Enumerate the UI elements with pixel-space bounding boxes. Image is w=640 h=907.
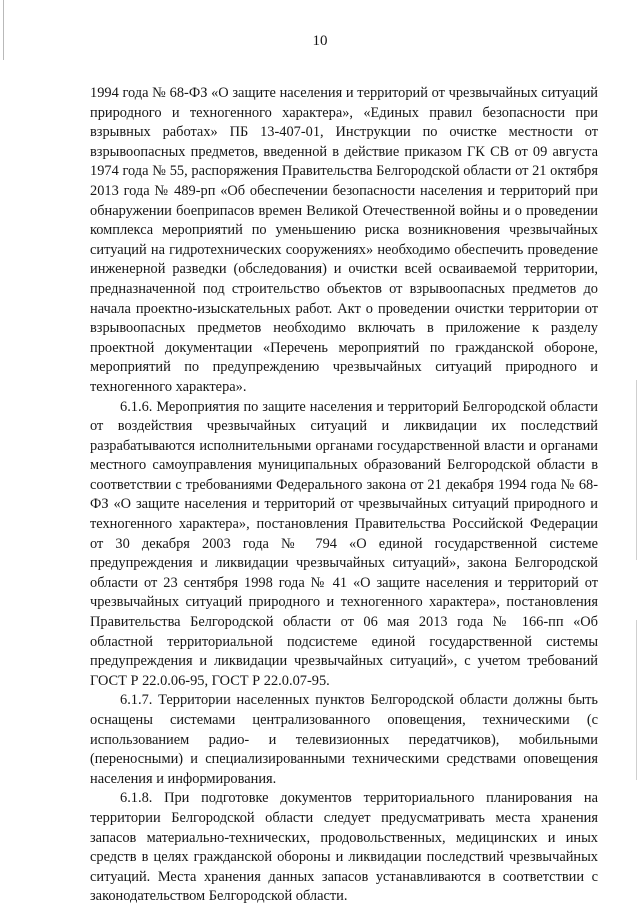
paragraph-6-1-6: 6.1.6. Мероприятия по защите населения и территорий Белгородской области от воздействия чрезвычайных ситуаций и ликвидации их последствий разрабатываются исполнительными органами государственной власти и органами местного самоуправления муниципальных образований Белгородской области в соответствии с требованиями Федерального закона от 21 декабря 1994 года № 68-ФЗ «О защите населения и территорий от чрезвычайных ситуаций природного и техногенного характера», постановления Правительства Российской Федерации от 30 декабря 2003 года № 794 «О единой государственной системе предупреждения и ликвидации чрезвычайных ситуаций», закона Белгородской области от 23 сентября 1998 года № 41 «О защите населения и территорий от чрезвычайных ситуаций природного и техногенного характера», постановления Правительства Белгородской области от 06 мая 2013 года № 166-пп «Об областной территориальной подсистеме единой государственной системы предупреждения и ликвидации чрезвычайных ситуаций», с учетом требований ГОСТ Р 22.0.06-95, ГОСТ Р 22.0.07-95. [90, 398, 598, 689]
paragraph-continuation: 1994 года № 68-ФЗ «О защите населения и территорий от чрезвычайных ситуаций природного и техногенного характера», «Единых правил безопасности при взрывных работах» ПБ 13-407-01, Инструкции по очистке местности от взрывоопасных предметов, введенной в действие приказом ГК СВ от 09 августа 1974 года № 55, распоряжения Правительства Белгородской области от 21 октября 2013 года № 489-рп «Об обеспечении безопасности населения и территорий при обнаружении боеприпасов времен Великой Отечественной войны и о проведении комплекса мероприятий по уменьшению риска возникновения чрезвычайных ситуаций на гидротехнических сооружениях» необходимо обеспечить проведение инженерной разведки (обследования) и очистки всей осваиваемой территории, предназначенной под строительство объектов от взрывоопасных предметов до начала проектно-изыскательных работ. Акт о проведении очистки территории от взрывоопасных предметов необходимо включать в приложение к разделу проектной документации «Перечень мероприятий по гражданской обороне, мероприятий по предупреждению чрезвычайных ситуаций природного и техногенного характера». [90, 85, 598, 395]
document-body [90, 84, 598, 907]
paragraph-6-1-8: 6.1.8. При подготовке документов территориального планирования на территории Белгородской области следует предусматривать места хранения запасов материально-технических, продовольственных, медицинских и иных средств в целях гражданской обороны и ликвидации последствий чрезвычайных ситуаций. Места хранения данных запасов устанавливаются в соответствии с законодательством Белгородской области. [90, 790, 598, 905]
paragraph-6-1-7: 6.1.7. Территории населенных пунктов Белгородской области должны быть оснащены системами централизованного оповещения, техническими (с использованием радио- и телевизионных передатчиков), мобильными (переносными) и специализированными техническими средствами оповещения населения и информирования. [90, 692, 598, 787]
page-number: 10 [312, 33, 328, 49]
scan-edge-right-lower [636, 620, 637, 780]
scan-edge-right-upper [636, 380, 637, 560]
scan-edge-left [3, 0, 4, 60]
